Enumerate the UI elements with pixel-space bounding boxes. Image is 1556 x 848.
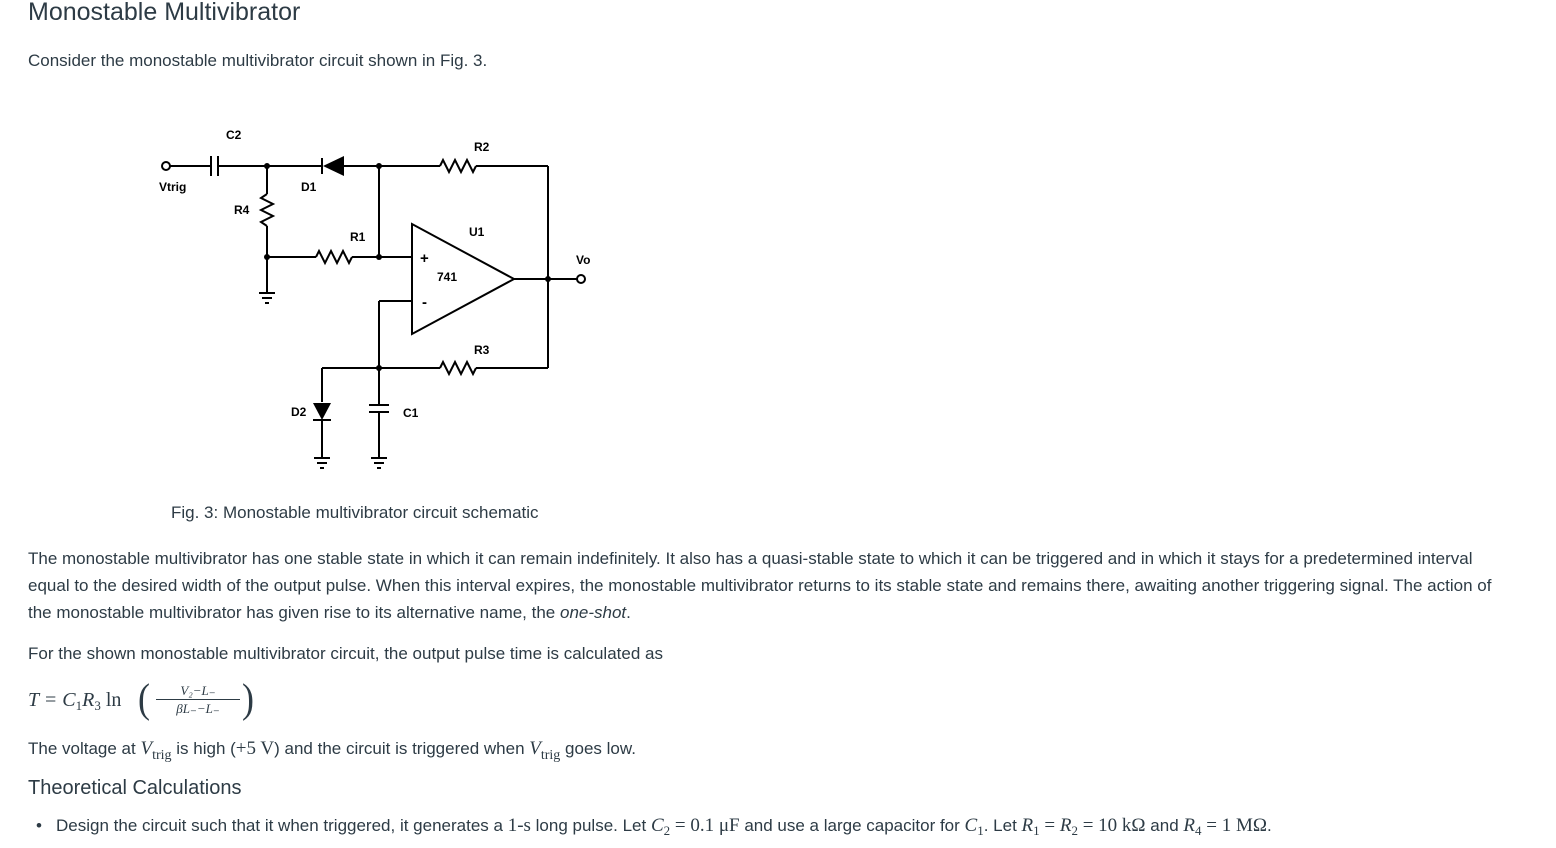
- section-heading: Theoretical Calculations: [28, 777, 242, 799]
- vo-terminal: [577, 275, 585, 283]
- vtrig-terminal: [162, 162, 170, 170]
- r2-resistor: [440, 160, 476, 172]
- label-d2: D2: [291, 405, 307, 419]
- label-vtrig: Vtrig: [159, 180, 187, 194]
- intro-paragraph: Consider the monostable multivibrator circuit shown in Fig. 3.: [28, 51, 488, 70]
- figure-caption: Fig. 3: Monostable multivibrator circuit schematic: [171, 503, 539, 522]
- label-vo: Vo: [576, 253, 591, 267]
- trigger-paragraph: The voltage at $V_{trig}$ is high (+5 V) and the circuit is triggered when $V_{trig}$ goes low.: [28, 738, 636, 763]
- opamp-741: [412, 224, 514, 334]
- list-item: • Design the circuit such that it when triggered, it generates a 1-s long pulse. Let $C_2 = 0.1$ μF and use a large capacitor for $C_1$. Let $R_1 = R_2 = 10$ kΩ and $R_4 = 1$ MΩ.: [36, 812, 1272, 844]
- r4-resistor: [261, 194, 273, 226]
- label-plus: +: [420, 250, 429, 267]
- d2-diode: [313, 403, 331, 420]
- label-r4: R4: [234, 203, 250, 217]
- r3-resistor: [440, 362, 476, 374]
- label-c2: C2: [226, 128, 242, 142]
- formula-fraction: $\frac{\text{V₂−L₋}}{\beta L_--L_-}$: [156, 682, 240, 717]
- label-c1: C1: [403, 406, 419, 420]
- label-741: 741: [437, 270, 458, 284]
- d1-diode: [323, 156, 344, 176]
- description-paragraph: The monostable multivibrator has one stable state in which it can remain indefinitely. It also has a quasi-stable state to which it can be triggered and in which it stays for a predetermined interval equal to the desired width of the output pulse. When this interval expires, the monostable multivibrator returns to its stable state and remains there, awaiting another triggering signal. The action of the monostable multivibrator has given rise to its alternative name, the one-shot.: [28, 549, 1492, 622]
- label-minus: -: [422, 294, 427, 311]
- bullet-marker: •: [36, 816, 42, 835]
- label-u1: U1: [469, 225, 485, 239]
- page-title: Monostable Multivibrator: [28, 0, 301, 26]
- label-r3: R3: [474, 343, 490, 357]
- label-d1: D1: [301, 180, 317, 194]
- one-shot-emphasis: one-shot: [560, 603, 627, 622]
- circuit-schematic: [150, 118, 610, 483]
- label-r2: R2: [474, 140, 490, 154]
- r1-resistor: [316, 251, 352, 263]
- formula-intro: For the shown monostable multivibrator circuit, the output pulse time is calculated as: [28, 644, 663, 663]
- label-r1: R1: [350, 230, 366, 244]
